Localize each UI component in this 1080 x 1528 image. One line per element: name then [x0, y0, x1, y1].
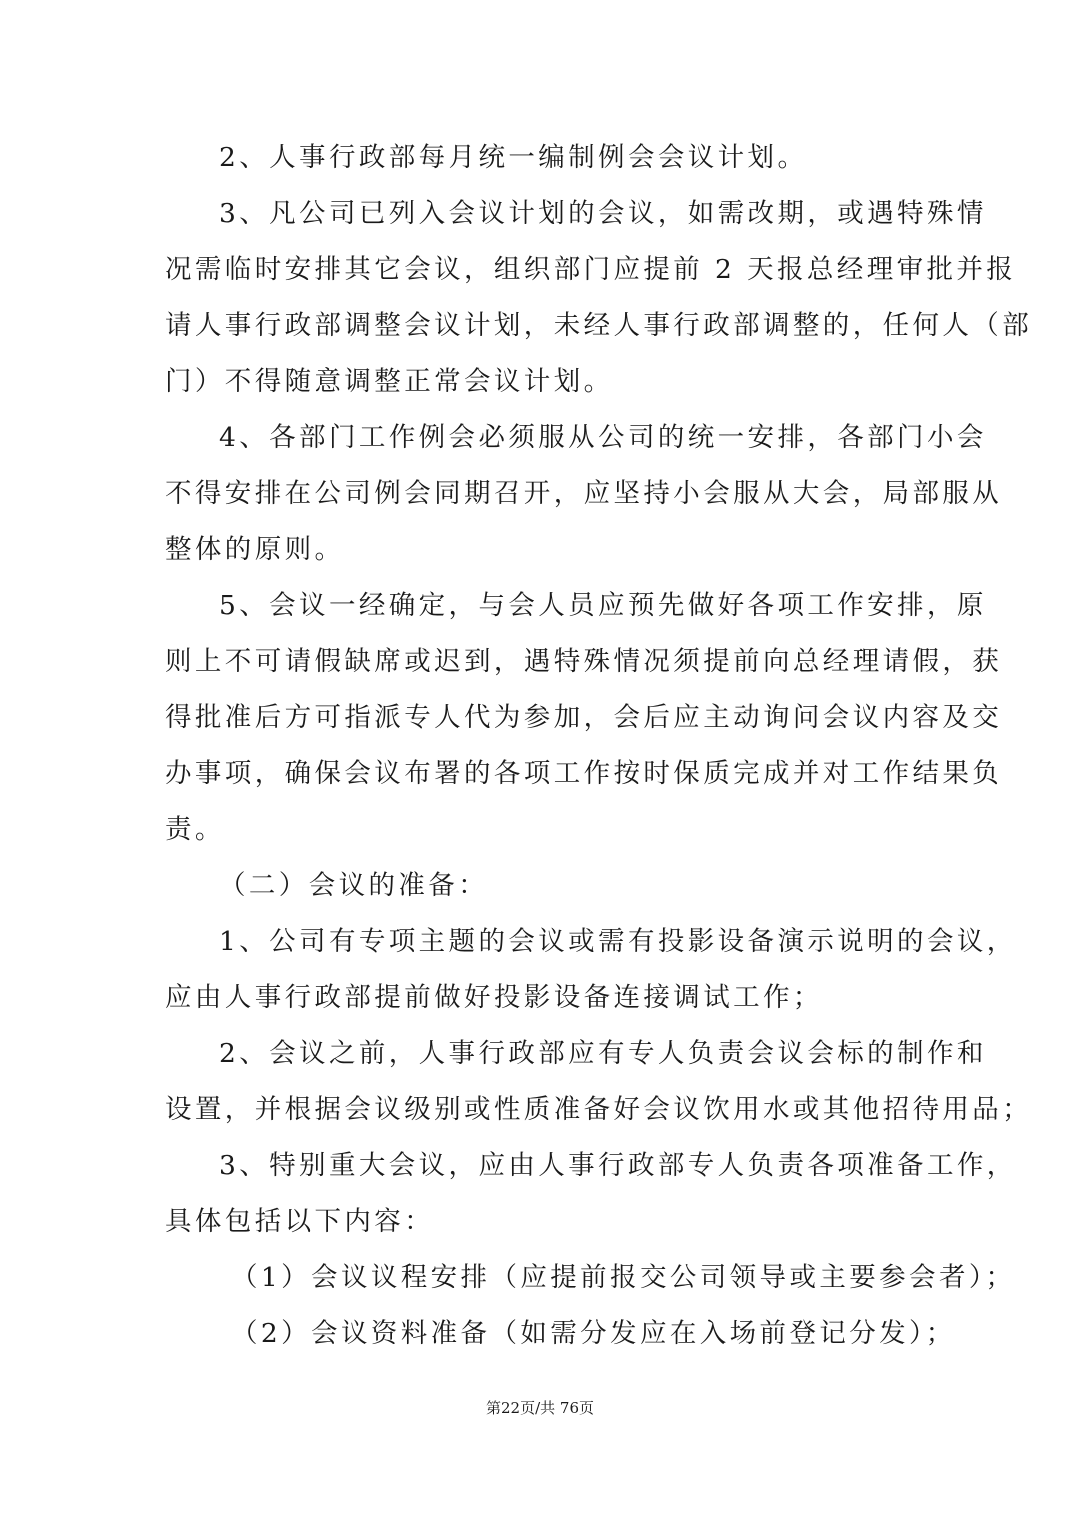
list-item: （1）会议议程安排（应提前报交公司领导或主要参会者）；: [231, 1262, 1016, 1293]
paragraph-line: 2、人事行政部每月统一编制例会会议计划。: [219, 142, 808, 173]
paragraph-line: 况需临时安排其它会议，组织部门应提前 2 天报总经理审批并报: [165, 254, 1017, 285]
paragraph-line: 应由人事行政部提前做好投影设备连接调试工作；: [165, 982, 823, 1013]
paragraph-line: 1、公司有专项主题的会议或需有投影设备演示说明的会议，: [219, 926, 1017, 957]
paragraph-line: 4、各部门工作例会必须服从公司的统一安排，各部门小会: [219, 422, 987, 453]
paragraph-line: 得批准后方可指派专人代为参加，会后应主动询问会议内容及交: [165, 702, 1003, 733]
list-item: （2）会议资料准备（如需分发应在入场前登记分发）；: [231, 1318, 956, 1349]
paragraph-line: 3、凡公司已列入会议计划的会议，如需改期，或遇特殊情: [219, 198, 987, 229]
document-body: [165, 130, 1033, 1362]
paragraph-line: 责。: [165, 814, 225, 845]
paragraph-line: 则上不可请假缺席或迟到，遇特殊情况须提前向总经理请假，获: [165, 646, 1003, 677]
paragraph-line: 5、会议一经确定，与会人员应预先做好各项工作安排，原: [219, 590, 987, 621]
paragraph-line: 2、会议之前，人事行政部应有专人负责会议会标的制作和: [219, 1038, 987, 1069]
paragraph-line: 3、特别重大会议，应由人事行政部专人负责各项准备工作，: [219, 1150, 1017, 1181]
paragraph-line: 办事项，确保会议布署的各项工作按时保质完成并对工作结果负: [165, 758, 1003, 789]
paragraph-line: 不得安排在公司例会同期召开，应坚持小会服从大会，局部服从: [165, 478, 1003, 509]
paragraph-line: 设置，并根据会议级别或性质准备好会议饮用水或其他招待用品；: [165, 1094, 1033, 1125]
section-heading: （二）会议的准备：: [219, 870, 489, 901]
paragraph-line: 整体的原则。: [165, 534, 345, 565]
page-number: 第22页/共 76页: [486, 1399, 594, 1417]
paragraph-line: 具体包括以下内容：: [165, 1206, 435, 1237]
paragraph-line: 请人事行政部调整会议计划，未经人事行政部调整的，任何人（部: [165, 310, 1033, 341]
paragraph-line: 门）不得随意调整正常会议计划。: [165, 366, 614, 397]
